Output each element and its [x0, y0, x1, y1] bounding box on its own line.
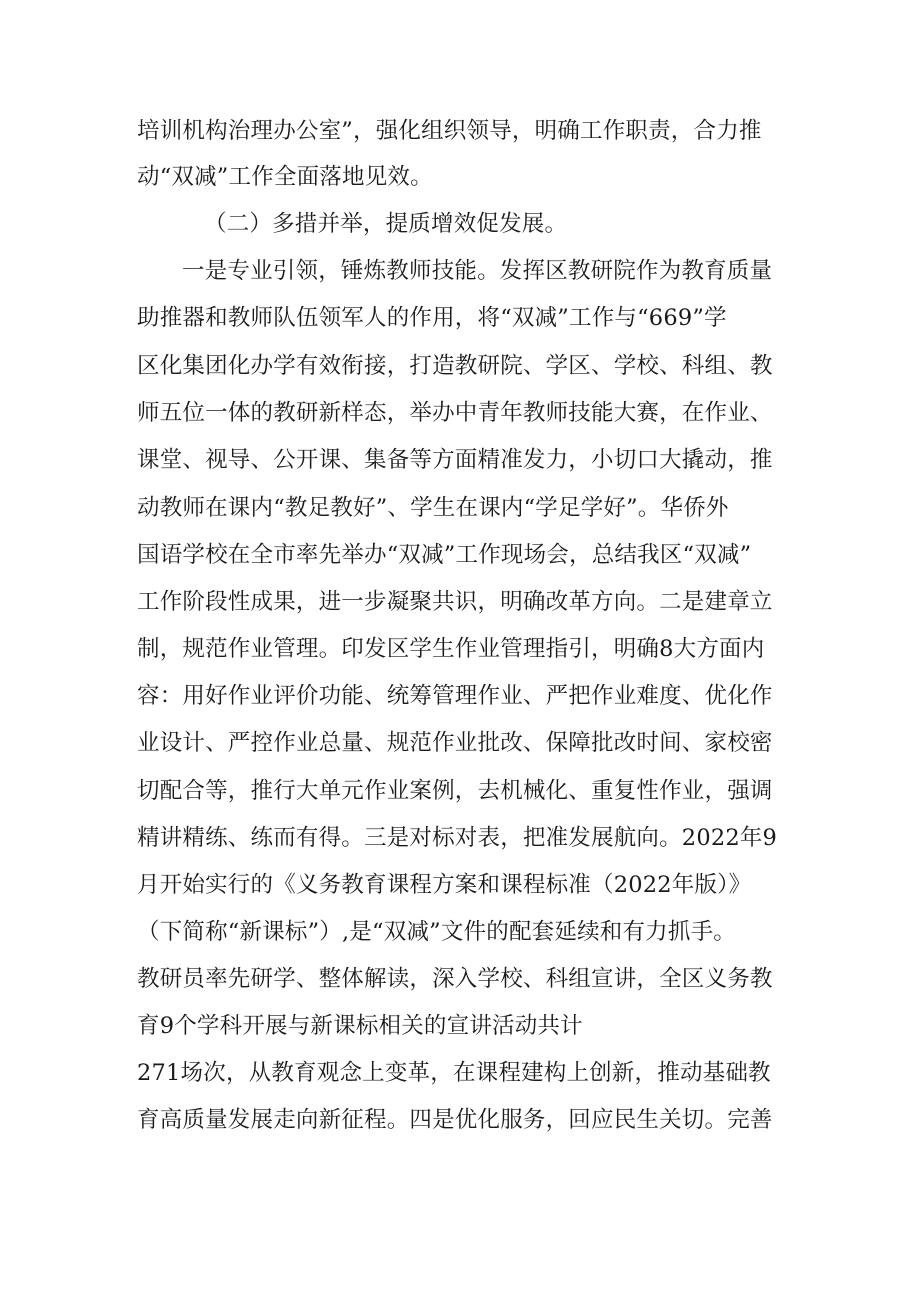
paragraph-line: 教研员率先研学、整体解读，深入学校、科组宣讲，全区义务教 — [137, 966, 773, 992]
paragraph-line: 制，规范作业管理。印发区学生作业管理指引，明确8大方面内 — [137, 636, 765, 662]
paragraph-line: 精讲精练、练而有得。三是对标对表，把准发展航向。2022年9 — [137, 825, 778, 851]
paragraph-line: 动教师在课内“教足教好”、学生在课内“学足学好”。华侨外 — [137, 495, 729, 521]
paragraph-line: 容：用好作业评价功能、统筹管理作业、严把作业难度、优化作 — [137, 683, 773, 709]
paragraph-line: 育9个学科开展与新课标相关的宣讲活动共计 — [137, 1013, 583, 1039]
paragraph-line: 区化集团化办学有效衔接，打造教研院、学区、学校、科组、教 — [137, 353, 773, 379]
paragraph-line: （下简称“新课标”）,是“双减”文件的配套延续和有力抓手。 — [137, 919, 736, 945]
paragraph-line: 工作阶段性成果，进一步凝聚共识，明确改革方向。二是建章立 — [137, 589, 773, 615]
paragraph-line: 动“双减”工作全面落地见效。 — [137, 164, 433, 190]
paragraph-line: 培训机构治理办公室”，强化组织领导，明确工作职责，合力推 — [137, 118, 762, 144]
paragraph-line: 课堂、视导、公开课、集备等方面精准发力，小切口大撬动，推 — [137, 447, 773, 473]
paragraph-line: 271场次，从教育观念上变革，在课程建构上创新，推动基础教 — [137, 1060, 771, 1086]
paragraph-line: 助推器和教师队伍领军人的作用，将“双减”工作与“669”学 — [137, 305, 727, 331]
paragraph-line: 业设计、严控作业总量、规范作业批改、保障批改时间、家校密 — [137, 730, 773, 756]
paragraph-line: 师五位一体的教研新样态，举办中青年教师技能大赛，在作业、 — [137, 400, 773, 426]
paragraph-line: 切配合等，推行大单元作业案例，去机械化、重复性作业，强调 — [137, 778, 773, 804]
paragraph-line: 育高质量发展走向新征程。四是优化服务，回应民生关切。完善 — [137, 1107, 773, 1133]
paragraph-line: 一是专业引领，锤炼教师技能。发挥区教研院作为教育质量 — [182, 258, 773, 284]
paragraph-line: 国语学校在全市率先举办“双减”工作现场会，总结我区“双减” — [137, 542, 752, 568]
paragraph-line: 月开始实行的《义务教育课程方案和课程标准（2022年版）》 — [137, 872, 752, 898]
section-heading: （二）多措并举，提质增效促发展。 — [204, 211, 568, 237]
